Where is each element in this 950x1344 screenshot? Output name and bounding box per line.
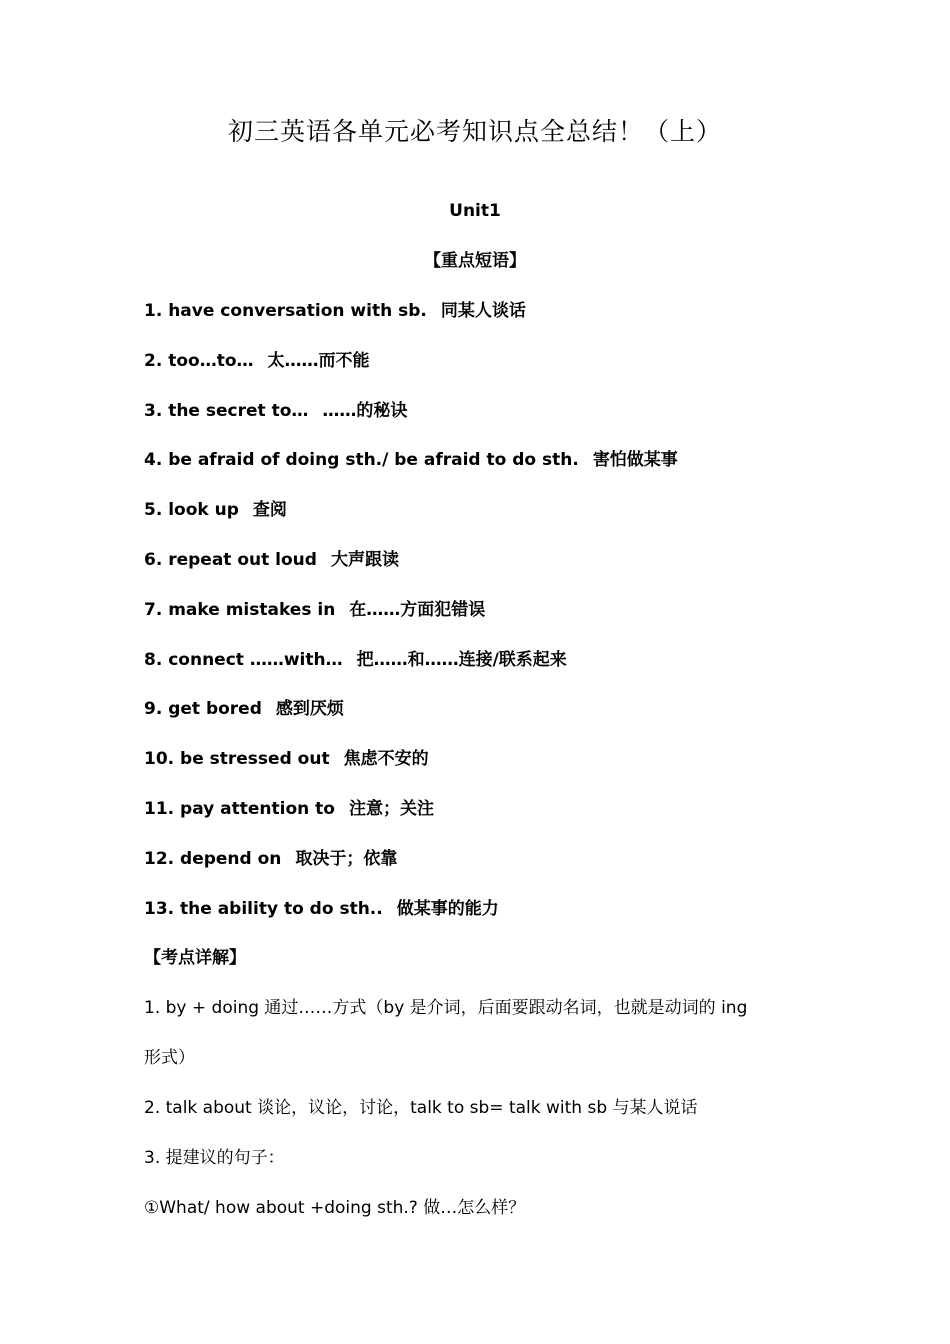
key-phrases-list — [144, 297, 678, 944]
phrase-chinese: 同某人谈话 — [440, 301, 526, 321]
document-title: 初三英语各单元必考知识点全总结！（上） — [227, 117, 722, 146]
phrase-chinese: 害怕做某事 — [592, 450, 678, 471]
explain-line: 2. talk about 谈论，议论，讨论，talk to sb= talk with sb 与某人说话 — [144, 1098, 698, 1118]
explain-line: 1. by + doing 通过……方式（by 是介词，后面要跟动名词，也就是动词的 ing — [144, 998, 748, 1018]
list-item — [144, 397, 678, 447]
phrase-chinese: 查阅 — [252, 500, 287, 521]
phrase-english: 11. pay attention to — [144, 798, 335, 819]
explain-line: 3. 提建议的句子： — [144, 1148, 285, 1168]
key-phrases-heading: 【重点短语】 — [424, 251, 526, 271]
phrase-english: 5. look up — [144, 500, 239, 521]
phrase-chinese: 注意；关注 — [348, 798, 434, 819]
list-item — [144, 745, 678, 795]
phrase-english: 13. the ability to do sth.. — [144, 898, 383, 919]
phrase-english: 6. repeat out loud — [144, 549, 317, 570]
phrase-english: 4. be afraid of doing sth./ be afraid to do sth. — [144, 450, 579, 471]
list-item — [144, 695, 678, 745]
phrase-english: 2. too…to… — [144, 350, 254, 371]
phrase-english: 10. be stressed out — [144, 749, 330, 770]
list-item — [144, 795, 678, 845]
phrase-chinese: 大声跟读 — [330, 549, 399, 570]
phrase-chinese: 太……而不能 — [267, 350, 370, 371]
phrase-chinese: 取决于；依靠 — [295, 848, 398, 869]
phrase-english: 9. get bored — [144, 699, 262, 720]
phrase-chinese: 焦虑不安的 — [343, 749, 429, 770]
list-item — [144, 596, 678, 646]
phrase-chinese: ……的秘诀 — [322, 400, 408, 421]
phrase-chinese: 感到厌烦 — [275, 699, 344, 720]
list-item — [144, 845, 678, 895]
list-item — [144, 297, 678, 347]
phrase-english: 8. connect ……with… — [144, 649, 343, 670]
explain-line: ①What/ how about +doing sth.? 做…怎么样？ — [144, 1198, 526, 1218]
phrase-english: 12. depend on — [144, 848, 282, 869]
phrase-english: 7. make mistakes in — [144, 599, 336, 620]
unit-heading: Unit1 — [449, 201, 501, 221]
list-item — [144, 546, 678, 596]
list-item — [144, 347, 678, 397]
list-item — [144, 895, 678, 945]
list-item — [144, 646, 678, 696]
explain-line: 形式） — [144, 1048, 195, 1068]
exam-points-heading: 【考点详解】 — [144, 948, 246, 968]
list-item — [144, 446, 678, 496]
phrase-chinese: 做某事的能力 — [396, 898, 499, 919]
phrase-chinese: 在……方面犯错误 — [349, 599, 486, 620]
phrase-english: 1. have conversation with sb. — [144, 301, 427, 321]
phrase-chinese: 把……和……连接/联系起来 — [356, 649, 567, 670]
phrase-english: 3. the secret to… — [144, 400, 309, 421]
list-item — [144, 496, 678, 546]
